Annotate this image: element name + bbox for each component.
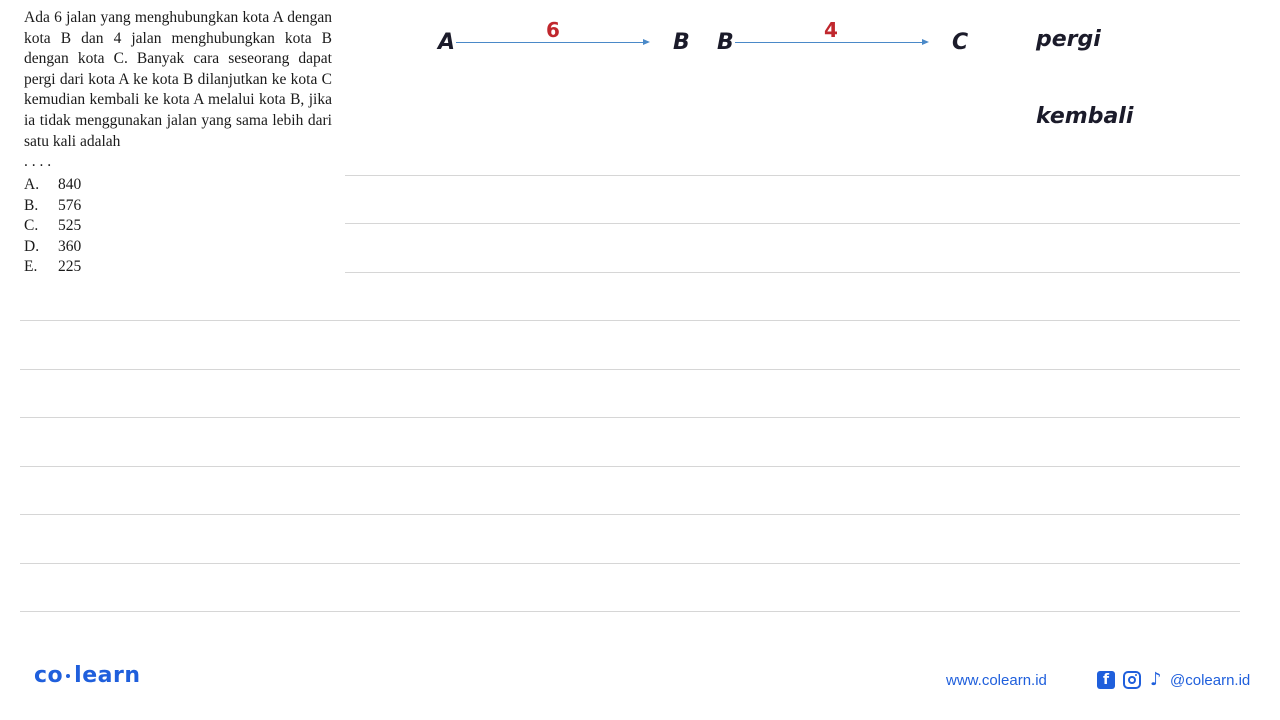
option-a: A. 840 — [24, 176, 82, 193]
rule-line — [20, 417, 1240, 418]
count-b-c: 4 — [824, 18, 838, 42]
label-pergi: pergi — [1036, 27, 1101, 52]
rule-line — [20, 369, 1240, 370]
question-ellipsis: . . . . — [24, 153, 52, 171]
node-b-second: B — [717, 30, 734, 55]
node-c: C — [952, 30, 969, 55]
instagram-icon[interactable] — [1123, 671, 1141, 689]
node-b-first: B — [673, 30, 690, 55]
arrow-a-to-b — [456, 42, 648, 43]
facebook-icon[interactable]: f — [1097, 671, 1115, 689]
option-b: B. 576 — [24, 196, 82, 214]
rule-line — [345, 223, 1240, 224]
tiktok-icon[interactable]: ♪ — [1150, 669, 1162, 690]
rule-line — [345, 175, 1240, 176]
question-body: Ada 6 jalan yang menghubungkan kota A dengan kota B dan 4 jalan menghubungkan kota B dengan kota C. Banyak cara seseorang dapat pergi dari kota A ke kota B dilanjutkan ke kota C kemudian kembali ke kota A melalui kota B, jika ia tidak menggunakan jalan yang sama lebih dari satu kali adalah — [24, 9, 332, 150]
rule-line — [20, 466, 1240, 467]
logo-dot-icon — [66, 674, 70, 678]
website-link[interactable]: www.colearn.id — [946, 672, 1047, 689]
option-c: C. 525 — [24, 217, 82, 235]
count-a-b: 6 — [546, 18, 560, 42]
option-e: E. 225 — [24, 258, 82, 276]
label-kembali: kembali — [1036, 104, 1134, 129]
node-a: A — [438, 30, 456, 55]
rule-line — [20, 320, 1240, 321]
colearn-logo: co learn — [34, 663, 141, 688]
question-text — [24, 8, 332, 173]
answer-options — [24, 175, 81, 278]
social-handle[interactable]: @colearn.id — [1170, 672, 1251, 689]
rule-line — [20, 514, 1240, 515]
arrow-b-to-c — [735, 42, 927, 43]
rule-line — [20, 563, 1240, 564]
option-d: D. 360 — [24, 237, 82, 255]
rule-line — [345, 272, 1240, 273]
rule-line — [20, 611, 1240, 612]
